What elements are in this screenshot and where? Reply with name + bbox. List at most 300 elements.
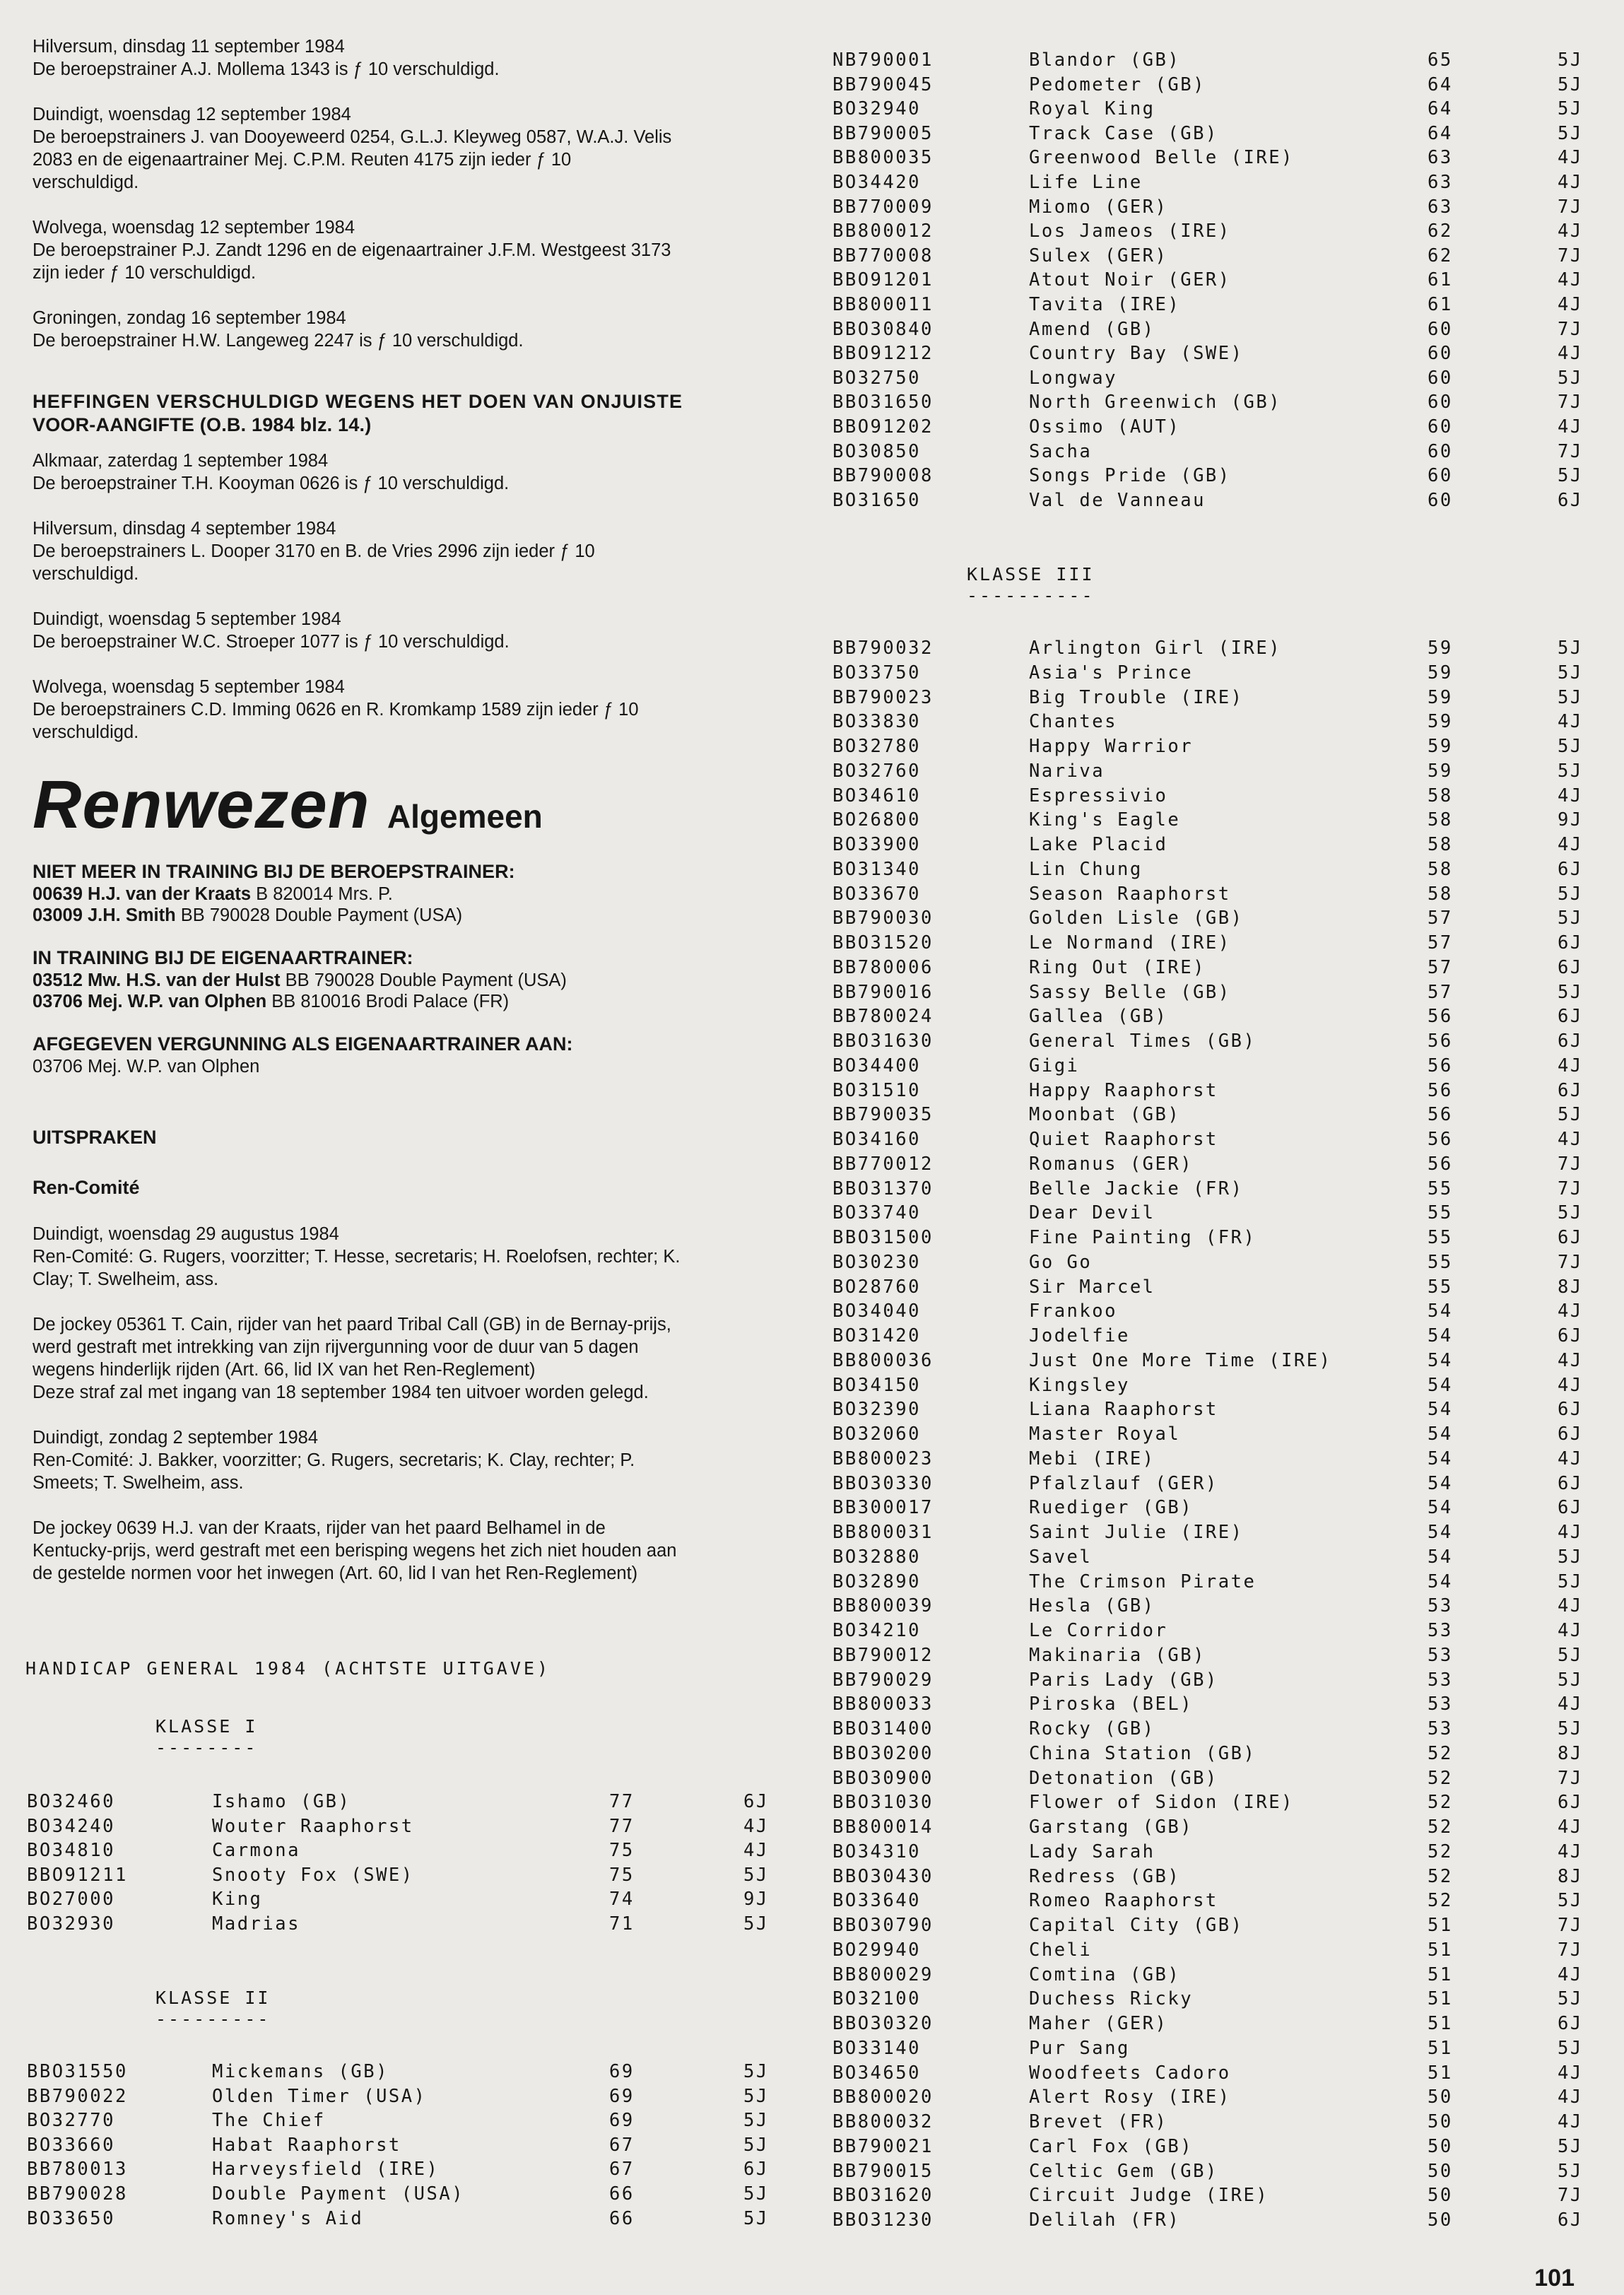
- horse-row: [0, 1571, 1624, 1596]
- horse-row: [0, 2062, 1624, 2087]
- horse-row: [0, 908, 1624, 932]
- horse-code: BO32460: [27, 1791, 115, 1812]
- text-line: Hilversum, dinsdag 4 september 1984: [33, 519, 336, 539]
- horse-name: North Greenwich (GB): [1029, 392, 1282, 413]
- horse-name: Frankoo: [1029, 1301, 1117, 1322]
- klasse-1-label: KLASSE I: [155, 1716, 258, 1737]
- text-line: Duindigt, zondag 2 september 1984: [33, 1428, 319, 1448]
- horse-name: Maher (GER): [1029, 2013, 1168, 2034]
- horse-weight: 63: [1428, 196, 1453, 218]
- horse-name: Gallea (GB): [1029, 1006, 1168, 1028]
- horse-row: [0, 982, 1624, 1006]
- horse-code: BB780013: [27, 2159, 128, 2180]
- text-line: verschuldigd.: [33, 564, 139, 584]
- horse-age: 7J: [1558, 440, 1583, 462]
- horse-code: BB790023: [832, 686, 934, 708]
- horse-code: BO34400: [832, 1055, 921, 1076]
- horse-code: BB790022: [27, 2085, 128, 2107]
- trainer-name: 03009 J.H. Smith: [33, 905, 176, 925]
- horse-age: 5J: [743, 1864, 769, 1886]
- horse-weight: 54: [1428, 1325, 1453, 1346]
- horse-name: Track Case (GB): [1029, 122, 1218, 144]
- trainer-name: 00639 H.J. van der Kraats: [33, 884, 252, 904]
- horse-code: BO32880: [832, 1546, 921, 1568]
- horse-age: 4J: [1558, 416, 1583, 438]
- horse-age: 4J: [1558, 1349, 1583, 1371]
- horse-age: 6J: [1558, 1006, 1583, 1028]
- horse-code: BO33900: [832, 834, 921, 855]
- horse-row: [0, 196, 1624, 221]
- horse-name: Golden Lisle (GB): [1029, 908, 1244, 929]
- horse-name: Mebi (IRE): [1029, 1448, 1155, 1469]
- horse-age: 5J: [1558, 2037, 1583, 2059]
- horse-age: 4J: [1558, 1694, 1583, 1715]
- horse-name: Longway: [1029, 367, 1117, 389]
- horse-age: 5J: [1558, 1890, 1583, 1912]
- horse-row: [0, 1350, 1624, 1375]
- horse-age: 8J: [1558, 1742, 1583, 1764]
- horse-name: Savel: [1029, 1546, 1093, 1568]
- horse-weight: 52: [1428, 1865, 1453, 1887]
- text-line: Groningen, zondag 16 september 1984: [33, 308, 346, 328]
- horse-age: 5J: [1558, 2160, 1583, 2182]
- horse-row: [0, 1399, 1624, 1424]
- horse-age: 4J: [1558, 269, 1583, 291]
- horse-weight: 59: [1428, 760, 1453, 782]
- horse-age: 5J: [1558, 465, 1583, 487]
- vergunning-entry: 03706 Mej. W.P. van Olphen: [33, 1057, 260, 1076]
- klasse-3-label: KLASSE III: [967, 564, 1095, 585]
- horse-code: BBO31230: [832, 2209, 934, 2231]
- text-line: de gestelde normen voor het inwegen (Art. 60, lid I van het Ren-Reglement): [33, 1563, 638, 1583]
- horse-weight: 54: [1428, 1571, 1453, 1592]
- trainer-name: 03706 Mej. W.P. van Olphen: [33, 992, 267, 1011]
- horse-code: BBO30900: [832, 1767, 934, 1789]
- horse-weight: 60: [1428, 489, 1453, 511]
- horse-name: Piroska (BEL): [1029, 1694, 1194, 1715]
- horse-row: [0, 1964, 1624, 1989]
- horse-name: Le Corridor: [1029, 1620, 1168, 1641]
- klasse-1-underline: --------: [155, 1737, 258, 1758]
- horse-age: 5J: [743, 2061, 769, 2082]
- horse-row: [0, 1055, 1624, 1080]
- horse-weight: 55: [1428, 1202, 1453, 1224]
- horse-row: [0, 392, 1624, 416]
- text-line: Clay; T. Swelheim, ass.: [33, 1269, 219, 1289]
- horse-name: Gigi: [1029, 1055, 1080, 1076]
- horse-row: [0, 1522, 1624, 1546]
- horse-weight: 57: [1428, 956, 1453, 978]
- horse-weight: 59: [1428, 686, 1453, 708]
- horse-code: BB770008: [832, 245, 934, 266]
- horse-weight: 71: [609, 1913, 635, 1935]
- horse-name: Lin Chung: [1029, 858, 1143, 880]
- horse-code: BB800012: [832, 221, 934, 242]
- horse-code: BO34040: [832, 1301, 921, 1322]
- horse-name: Alert Rosy (IRE): [1029, 2086, 1231, 2108]
- horse-name: Belle Jackie (FR): [1029, 1178, 1244, 1199]
- horse-code: BO33650: [27, 2207, 115, 2229]
- horse-age: 4J: [1558, 1964, 1583, 1985]
- horse-row: [0, 1448, 1624, 1473]
- horse-name: Ring Out (IRE): [1029, 956, 1206, 978]
- horse-code: BB770012: [832, 1153, 934, 1175]
- horse-age: 4J: [1558, 343, 1583, 365]
- horse-name: Pur Sang: [1029, 2037, 1130, 2059]
- horse-weight: 53: [1428, 1595, 1453, 1617]
- horse-age: 7J: [1558, 1939, 1583, 1961]
- text-line: De beroepstrainer A.J. Mollema 1343 is ƒ 10 verschuldigd.: [33, 59, 500, 79]
- horse-code: BO30230: [832, 1251, 921, 1273]
- horse-info: B 820014 Mrs. P.: [251, 884, 393, 904]
- horse-weight: 52: [1428, 1890, 1453, 1912]
- horse-code: BO27000: [27, 1889, 115, 1910]
- horse-weight: 77: [609, 1815, 635, 1837]
- horse-row: [0, 1129, 1624, 1154]
- horse-age: 5J: [1558, 1104, 1583, 1126]
- horse-age: 4J: [1558, 1129, 1583, 1150]
- horse-name: Nariva: [1029, 760, 1105, 782]
- ren-comite-heading: Ren-Comité: [33, 1177, 140, 1198]
- horse-name: Saint Julie (IRE): [1029, 1522, 1244, 1543]
- text-line: Wolvega, woensdag 12 september 1984: [33, 218, 355, 237]
- horse-weight: 54: [1428, 1301, 1453, 1322]
- horse-code: BB790032: [832, 638, 934, 659]
- horse-name: Brevet (FR): [1029, 2111, 1168, 2132]
- horse-row: [0, 416, 1624, 441]
- horse-weight: 60: [1428, 343, 1453, 365]
- horse-weight: 58: [1428, 809, 1453, 831]
- horse-age: 4J: [1558, 1595, 1583, 1617]
- text-line: 2083 en de eigenaartrainer Mej. C.P.M. Reuten 4175 zijn ieder ƒ 10: [33, 150, 572, 170]
- horse-code: BO31650: [832, 489, 921, 511]
- trainer-name: 03512 Mw. H.S. van der Hulst: [33, 970, 281, 990]
- horse-name: Romanus (GER): [1029, 1153, 1194, 1175]
- horse-code: BBO31650: [832, 392, 934, 413]
- horse-age: 5J: [1558, 1644, 1583, 1666]
- horse-weight: 77: [609, 1791, 635, 1812]
- horse-code: BBO31520: [832, 932, 934, 953]
- horse-code: BO32780: [832, 736, 921, 757]
- horse-row: [0, 1546, 1624, 1571]
- horse-row: [0, 2111, 1624, 2136]
- horse-weight: 67: [609, 2159, 635, 2180]
- horse-code: BBO30330: [832, 1472, 934, 1494]
- horse-info: BB 790028 Double Payment (USA): [175, 905, 463, 925]
- horse-name: Double Payment (USA): [212, 2183, 465, 2205]
- horse-weight: 54: [1428, 1472, 1453, 1494]
- horse-weight: 52: [1428, 1742, 1453, 1764]
- horse-age: 6J: [1558, 1497, 1583, 1519]
- horse-name: Royal King: [1029, 98, 1155, 120]
- horse-age: 4J: [1558, 1816, 1583, 1838]
- horse-row: [0, 1645, 1624, 1669]
- horse-row: [0, 269, 1624, 294]
- text-line: De beroepstrainers L. Dooper 3170 en B. de Vries 2996 zijn ieder ƒ 10: [33, 541, 595, 561]
- horse-age: 5J: [743, 2110, 769, 2132]
- horse-name: Comtina (GB): [1029, 1964, 1181, 1985]
- in-training-heading: IN TRAINING BIJ DE EIGENAARTRAINER:: [33, 947, 413, 968]
- horse-name: Liana Raaphorst: [1029, 1399, 1218, 1421]
- horse-age: 7J: [1558, 2185, 1583, 2207]
- horse-age: 5J: [1558, 662, 1583, 683]
- text-line: verschuldigd.: [33, 722, 139, 742]
- klasse-2-underline: ---------: [155, 2009, 271, 2029]
- text-line: De jockey 05361 T. Cain, rijder van het paard Tribal Call (GB) in de Bernay-prijs,: [33, 1315, 671, 1334]
- text-line: Deze straf zal met ingang van 18 september 1984 ten uitvoer worden gelegd.: [33, 1383, 649, 1402]
- horse-weight: 58: [1428, 858, 1453, 880]
- horse-code: BO32750: [832, 367, 921, 389]
- horse-weight: 50: [1428, 2135, 1453, 2157]
- horse-row: [0, 1890, 1624, 1915]
- text-line: De beroepstrainers J. van Dooyeweerd 0254, G.L.J. Kleyweg 0587, W.A.J. Velis: [33, 127, 672, 147]
- horse-name: Makinaria (GB): [1029, 1644, 1206, 1666]
- horse-row: [0, 98, 1624, 123]
- horse-row: [0, 1841, 1624, 1866]
- horse-row: [0, 319, 1624, 344]
- horse-code: BO34610: [832, 785, 921, 806]
- horse-age: 5J: [1558, 981, 1583, 1003]
- horse-code: BBO91212: [832, 343, 934, 365]
- horse-weight: 51: [1428, 1915, 1453, 1936]
- horse-code: BBO31630: [832, 1031, 934, 1052]
- horse-age: 6J: [1558, 489, 1583, 511]
- horse-weight: 62: [1428, 221, 1453, 242]
- horse-row: [0, 809, 1624, 834]
- horse-code: BBO30200: [832, 1742, 934, 1764]
- horse-code: BB800039: [832, 1595, 934, 1617]
- horse-weight: 50: [1428, 2160, 1453, 2182]
- horse-age: 5J: [1558, 1202, 1583, 1224]
- horse-age: 7J: [1558, 392, 1583, 413]
- horse-row: [0, 49, 1624, 74]
- text-line: De beroepstrainer T.H. Kooyman 0626 is ƒ 10 verschuldigd.: [33, 474, 510, 493]
- text-line: zijn ieder ƒ 10 verschuldigd.: [33, 263, 257, 283]
- horse-code: BO32100: [832, 1988, 921, 2010]
- horse-name: China Station (GB): [1029, 1742, 1257, 1764]
- horse-row: [0, 785, 1624, 810]
- horse-weight: 59: [1428, 711, 1453, 733]
- horse-weight: 60: [1428, 416, 1453, 438]
- horse-row: [0, 465, 1624, 490]
- horse-code: BO32760: [832, 760, 921, 782]
- horse-age: 6J: [1558, 932, 1583, 953]
- horse-code: BBO30790: [832, 1915, 934, 1936]
- horse-name: Jodelfie: [1029, 1325, 1130, 1346]
- horse-name: Carl Fox (GB): [1029, 2135, 1194, 2157]
- horse-weight: 56: [1428, 1079, 1453, 1101]
- horse-name: Cheli: [1029, 1939, 1093, 1961]
- horse-row: [0, 1031, 1624, 1055]
- horse-name: Hesla (GB): [1029, 1595, 1155, 1617]
- horse-row: [0, 2185, 1624, 2209]
- horse-row: [0, 1620, 1624, 1645]
- horse-age: 5J: [1558, 367, 1583, 389]
- brand-title: Renwezen: [33, 767, 370, 843]
- horse-weight: 66: [609, 2183, 635, 2205]
- horse-code: BB790030: [832, 908, 934, 929]
- horse-code: BBO30320: [832, 2013, 934, 2034]
- horse-code: BO34150: [832, 1374, 921, 1396]
- horse-weight: 54: [1428, 1546, 1453, 1568]
- horse-age: 7J: [1558, 1153, 1583, 1175]
- horse-row: [0, 1424, 1624, 1448]
- text-line: Ren-Comité: G. Rugers, voorzitter; T. Hesse, secretaris; H. Roelofsen, rechter; K.: [33, 1247, 681, 1267]
- horse-row: [0, 2209, 1624, 2234]
- horse-row: [0, 834, 1624, 859]
- horse-row: [0, 859, 1624, 884]
- horse-weight: 50: [1428, 2086, 1453, 2108]
- horse-code: BO32930: [27, 1913, 115, 1935]
- horse-name: Big Trouble (IRE): [1029, 686, 1244, 708]
- horse-weight: 56: [1428, 1129, 1453, 1150]
- horse-row: [0, 957, 1624, 982]
- horse-code: BO34310: [832, 1841, 921, 1862]
- horse-code: BO26800: [832, 809, 921, 831]
- horse-weight: 64: [1428, 122, 1453, 144]
- horse-age: 5J: [1558, 1571, 1583, 1592]
- horse-name: Asia's Prince: [1029, 662, 1194, 683]
- horse-code: BO33750: [832, 662, 921, 683]
- horse-name: Sacha: [1029, 440, 1093, 462]
- horse-row: [0, 884, 1624, 908]
- horse-weight: 57: [1428, 908, 1453, 929]
- horse-row: [0, 662, 1624, 687]
- horse-row: [0, 1866, 1624, 1891]
- horse-weight: 60: [1428, 367, 1453, 389]
- horse-code: BB770009: [832, 196, 934, 218]
- horse-name: Olden Timer (USA): [212, 2085, 427, 2107]
- horse-age: 5J: [743, 2134, 769, 2156]
- horse-row: [0, 1816, 1624, 1841]
- horse-row: [0, 1694, 1624, 1718]
- horse-code: BO30850: [832, 440, 921, 462]
- horse-name: Flower of Sidon (IRE): [1029, 1792, 1294, 1814]
- horse-row: [0, 1301, 1624, 1325]
- horse-code: BO32770: [27, 2110, 115, 2132]
- horse-weight: 51: [1428, 1939, 1453, 1961]
- horse-row: [0, 1939, 1624, 1964]
- horse-row: [0, 761, 1624, 785]
- horse-age: 5J: [1558, 1669, 1583, 1691]
- horse-weight: 62: [1428, 245, 1453, 266]
- horse-name: Country Bay (SWE): [1029, 343, 1244, 365]
- horse-code: BB800011: [832, 294, 934, 315]
- horse-weight: 59: [1428, 638, 1453, 659]
- horse-row: [0, 1669, 1624, 1694]
- horse-weight: 64: [1428, 74, 1453, 95]
- horse-name: Blandor (GB): [1029, 49, 1181, 71]
- horse-weight: 53: [1428, 1620, 1453, 1641]
- horse-code: BB800036: [832, 1349, 934, 1371]
- horse-code: BBO30840: [832, 318, 934, 340]
- horse-code: BB800032: [832, 2111, 934, 2132]
- horse-code: BO31510: [832, 1079, 921, 1101]
- horse-name: Carmona: [212, 1840, 300, 1862]
- horse-row: [0, 1006, 1624, 1031]
- horse-weight: 54: [1428, 1497, 1453, 1519]
- horse-code: BBO31620: [832, 2185, 934, 2207]
- horse-code: BB790028: [27, 2183, 128, 2205]
- niet-meer-heading: NIET MEER IN TRAINING BIJ DE BEROEPSTRAINER:: [33, 861, 515, 882]
- horse-code: BB800023: [832, 1448, 934, 1469]
- horse-weight: 55: [1428, 1227, 1453, 1248]
- vergunning-heading: AFGEGEVEN VERGUNNING ALS EIGENAARTRAINER AAN:: [33, 1033, 573, 1055]
- horse-code: BO34810: [27, 1840, 115, 1862]
- horse-code: BO34650: [832, 2062, 921, 2084]
- horse-code: BO34210: [832, 1620, 921, 1641]
- uitspraken-heading: UITSPRAKEN: [33, 1127, 157, 1148]
- horse-name: Madrias: [212, 1913, 300, 1935]
- horse-row: [0, 123, 1624, 148]
- horse-age: 4J: [1558, 711, 1583, 733]
- horse-weight: 53: [1428, 1718, 1453, 1739]
- horse-code: BBO31370: [832, 1178, 934, 1199]
- horse-row: [0, 1915, 1624, 1939]
- horse-weight: 65: [1428, 49, 1453, 71]
- horse-age: 6J: [743, 2159, 769, 2180]
- heffingen-heading-line-1: HEFFINGEN VERSCHULDIGD WEGENS HET DOEN VAN ONJUISTE: [33, 391, 683, 412]
- horse-row: [0, 1988, 1624, 2013]
- horse-weight: 52: [1428, 1816, 1453, 1838]
- horse-code: BO34160: [832, 1129, 921, 1150]
- horse-weight: 58: [1428, 785, 1453, 806]
- horse-code: BB790008: [832, 465, 934, 487]
- horse-row: [0, 1325, 1624, 1350]
- horse-row: [0, 1718, 1624, 1743]
- horse-row: [0, 638, 1624, 662]
- horse-weight: 57: [1428, 981, 1453, 1003]
- horse-weight: 61: [1428, 269, 1453, 291]
- horse-age: 4J: [1558, 1841, 1583, 1862]
- horse-age: 7J: [1558, 1178, 1583, 1199]
- horse-age: 5J: [1558, 1546, 1583, 1568]
- horse-code: BBO31030: [832, 1792, 934, 1814]
- horse-row: [0, 687, 1624, 712]
- horse-age: 5J: [1558, 74, 1583, 95]
- text-line: Wolvega, woensdag 5 september 1984: [33, 677, 345, 697]
- horse-name: Ishamo (GB): [212, 1791, 351, 1812]
- horse-name: Celtic Gem (GB): [1029, 2160, 1218, 2182]
- horse-weight: 51: [1428, 1988, 1453, 2010]
- horse-age: 5J: [1558, 1718, 1583, 1739]
- page-number: 101: [1534, 2265, 1575, 2291]
- horse-weight: 64: [1428, 98, 1453, 120]
- horse-weight: 53: [1428, 1694, 1453, 1715]
- horse-age: 4J: [1558, 2086, 1583, 2108]
- horse-age: 9J: [743, 1889, 769, 1910]
- horse-name: Go Go: [1029, 1251, 1093, 1273]
- horse-age: 4J: [1558, 147, 1583, 169]
- horse-age: 4J: [743, 1815, 769, 1837]
- horse-name: Tavita (IRE): [1029, 294, 1181, 315]
- horse-code: BB790016: [832, 981, 934, 1003]
- horse-weight: 51: [1428, 2062, 1453, 2084]
- horse-age: 6J: [1558, 858, 1583, 880]
- horse-age: 4J: [1558, 834, 1583, 855]
- horse-name: Fine Painting (FR): [1029, 1227, 1257, 1248]
- horse-code: BB790012: [832, 1644, 934, 1666]
- horse-code: NB790001: [832, 49, 934, 71]
- horse-age: 4J: [1558, 1620, 1583, 1641]
- horse-age: 9J: [1558, 809, 1583, 831]
- horse-age: 4J: [1558, 1522, 1583, 1543]
- horse-age: 6J: [1558, 1325, 1583, 1346]
- horse-row: [0, 736, 1624, 761]
- horse-age: 6J: [1558, 1472, 1583, 1494]
- horse-name: Snooty Fox (SWE): [212, 1864, 414, 1886]
- horse-row: [0, 441, 1624, 466]
